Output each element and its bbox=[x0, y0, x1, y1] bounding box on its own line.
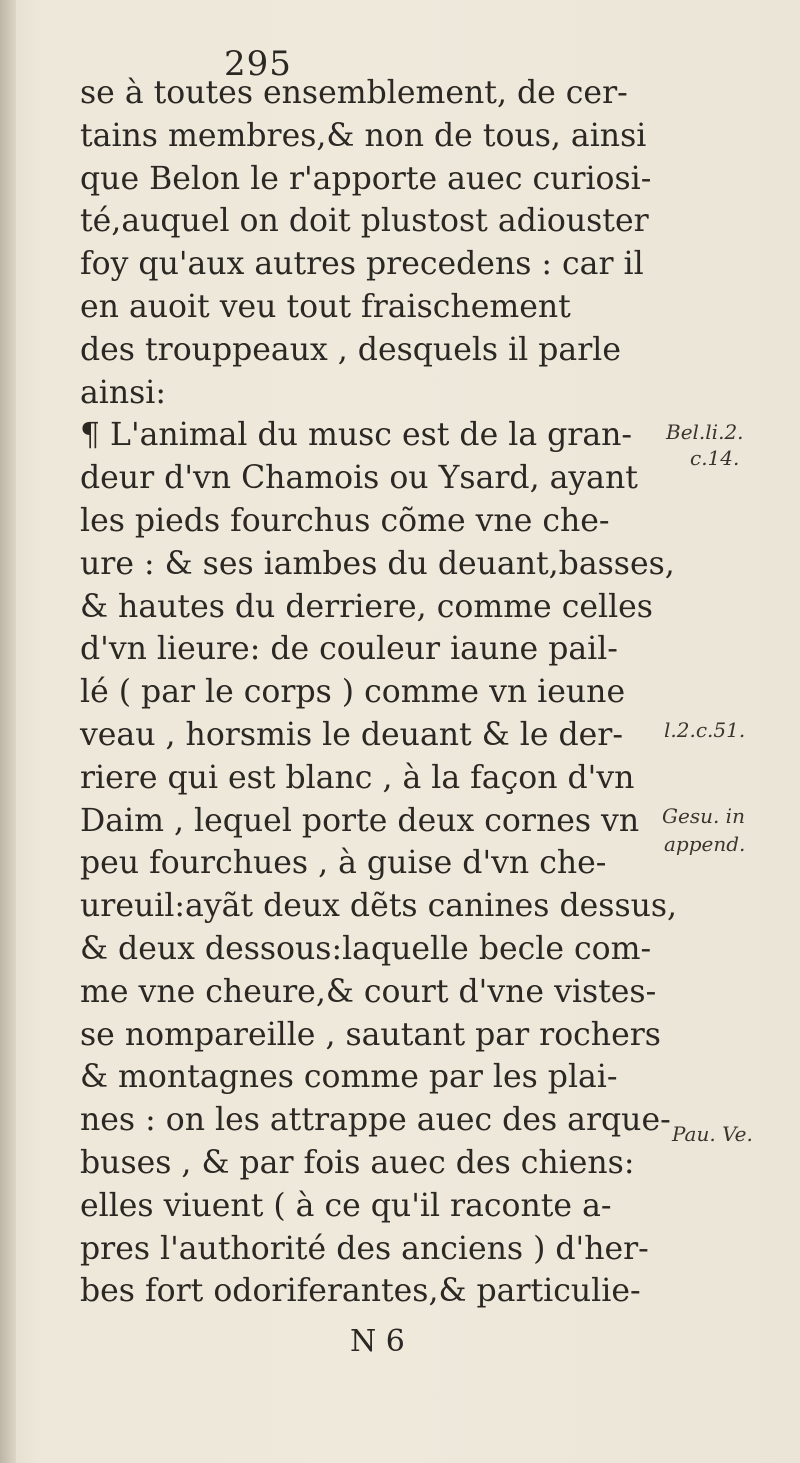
text-line: pres l'authorité des anciens ) d'her- bbox=[80, 1230, 649, 1267]
text-line: des trouppeaux , desquels il parle bbox=[80, 331, 621, 368]
text-line: me vne cheure,& court d'vne vistes- bbox=[80, 973, 657, 1010]
margin-note-belon-chapter: c.14. bbox=[690, 446, 740, 470]
text-line: veau , horsmis le deuant & le der- bbox=[80, 716, 623, 753]
margin-note-paulus-venetus: Pau. Ve. bbox=[672, 1122, 753, 1146]
text-line: elles viuent ( à ce qu'il raconte a- bbox=[80, 1187, 612, 1224]
text-line: & montagnes comme par les plai- bbox=[80, 1059, 618, 1096]
text-line: d'vn lieure: de couleur iaune pail- bbox=[80, 631, 618, 668]
text-line: buses , & par fois auec des chiens: bbox=[80, 1144, 635, 1181]
signature-mark: N 6 bbox=[350, 1324, 405, 1359]
margin-note-book-chapter: l.2.c.51. bbox=[664, 718, 746, 742]
text-line: se nompareille , sautant par rochers bbox=[80, 1016, 661, 1053]
text-line: ¶ L'animal du musc est de la gran- bbox=[80, 417, 633, 454]
text-line: en auoit veu tout fraischement bbox=[80, 288, 571, 325]
text-line: se à toutes ensemblement, de cer- bbox=[80, 75, 628, 111]
text-line: nes : on les attrappe auec des arque- bbox=[80, 1102, 671, 1139]
text-line: deur d'vn Chamois ou Ysard, ayant bbox=[80, 460, 638, 497]
text-line: que Belon le r'apporte auec curiosi- bbox=[80, 160, 652, 197]
text-line: tains membres,& non de tous, ainsi bbox=[80, 117, 647, 154]
page-gutter bbox=[0, 0, 16, 1463]
text-line: riere qui est blanc , à la façon d'vn bbox=[80, 759, 635, 796]
body-text bbox=[80, 72, 678, 1313]
margin-note-gesner: Gesu. in bbox=[662, 804, 745, 828]
text-line: les pieds fourchus cõme vne che- bbox=[80, 502, 610, 539]
text-line: peu fourchues , à guise d'vn che- bbox=[80, 845, 607, 882]
text-line: bes fort odoriferantes,& particulie- bbox=[80, 1273, 641, 1310]
margin-note-belon: Bel.li.2. bbox=[666, 420, 744, 444]
page-number: 295 bbox=[224, 44, 292, 84]
text-line: té,auquel on doit plustost adiouster bbox=[80, 203, 649, 240]
text-line: & deux dessous:laquelle becle com- bbox=[80, 930, 652, 967]
text-line: lé ( par le corps ) comme vn ieune bbox=[80, 674, 626, 711]
text-line: ureuil:ayãt deux dẽts canines dessus, bbox=[80, 888, 678, 925]
text-line: ainsi: bbox=[80, 374, 166, 411]
text-line: ure : & ses iambes du deuant,basses, bbox=[80, 545, 675, 582]
text-line: & hautes du derriere, comme celles bbox=[80, 588, 653, 625]
text-line: foy qu'aux autres precedens : car il bbox=[80, 246, 644, 283]
text-line: Daim , lequel porte deux cornes vn bbox=[80, 802, 640, 839]
margin-note-append: append. bbox=[664, 832, 746, 856]
